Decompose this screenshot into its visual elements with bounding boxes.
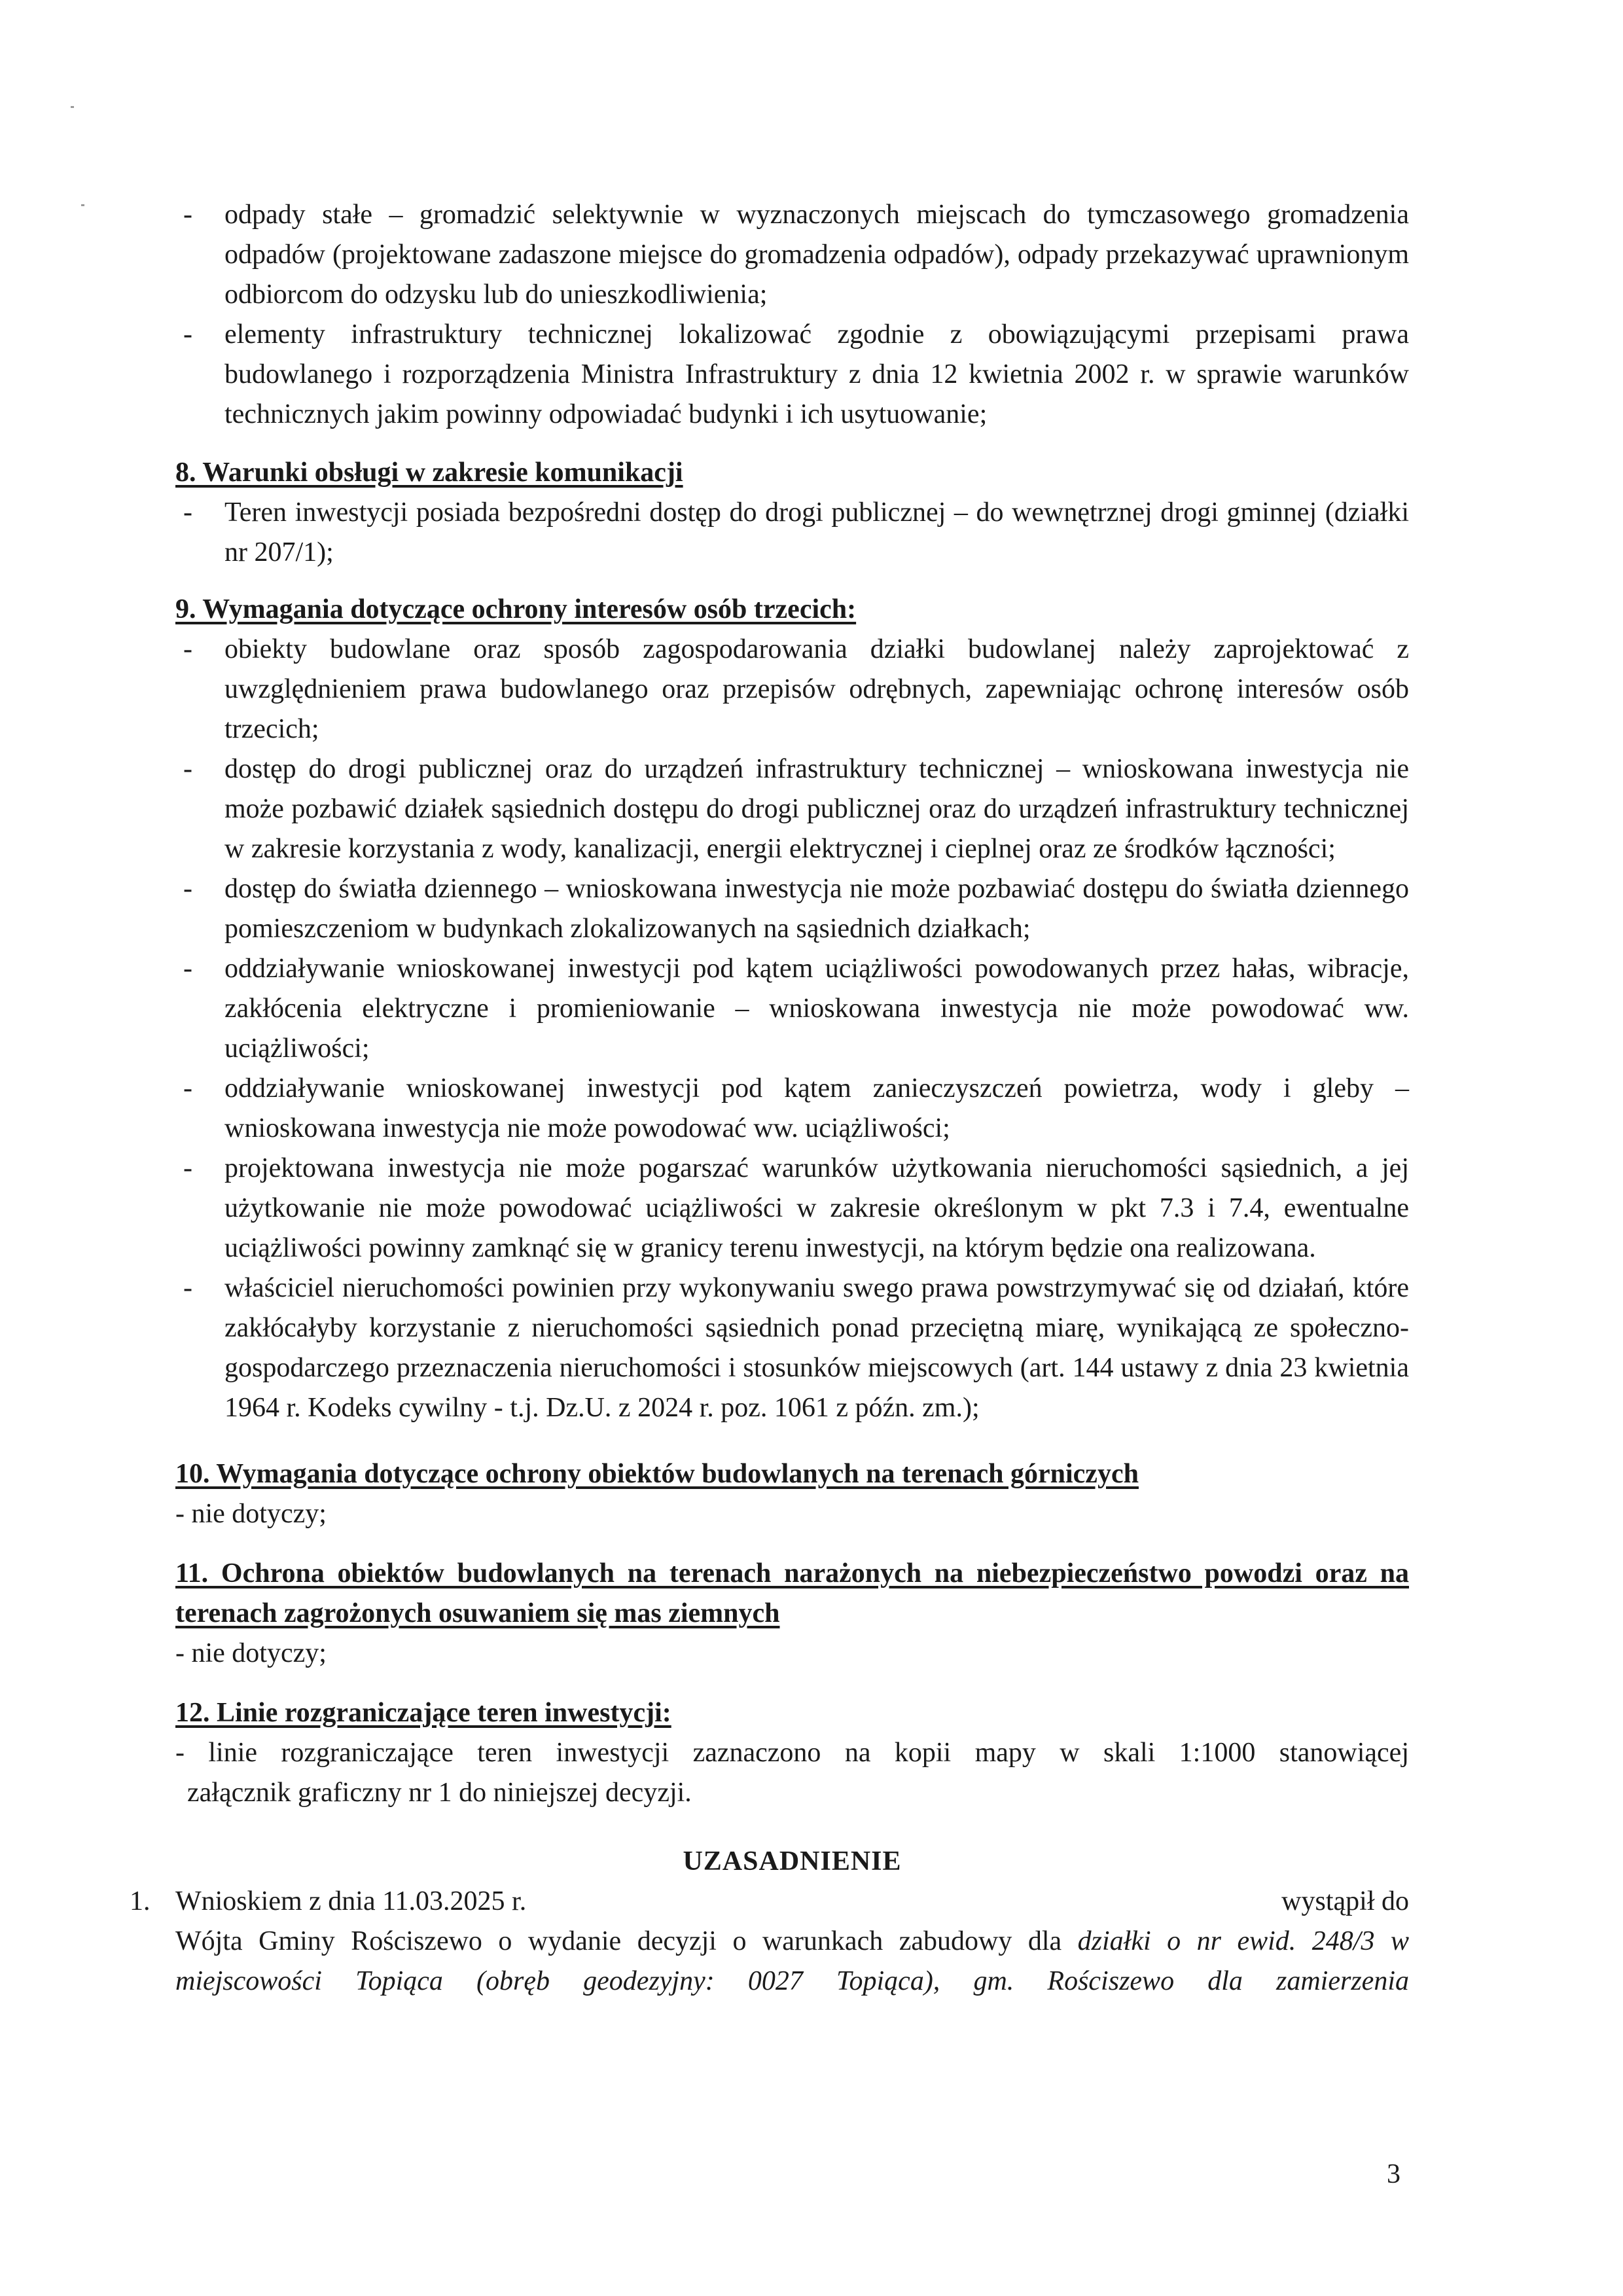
list-item-text: oddziaływanie wnioskowanej inwestycji pod kątem zanieczyszczeń powietrza, wody i gleby – wnioskowana inwestycja nie może powodować ww. uciążliwości; <box>224 1073 1409 1143</box>
list-item <box>175 1268 1409 1428</box>
list-item-text: dostęp do drogi publicznej oraz do urządzeń infrastruktury technicznej – wnioskowana inwestycja nie może pozbawić działek sąsiednich dostępu do drogi publicznej oraz do urządzeń infrastruktury technicznej w zakresie korzystania z wody, kanalizacji, energii elektrycznej i cieplnej oraz ze środków łączności; <box>224 754 1409 864</box>
section-heading-9: 9. Wymagania dotyczące ochrony interesów osób trzecich: <box>175 594 857 624</box>
justification-line-2 <box>175 1922 1409 1962</box>
justification-line-1-right: wystąpił do <box>1281 1886 1409 1916</box>
bullet-dash: - <box>183 954 192 984</box>
scan-artifact <box>81 204 84 206</box>
list-item <box>175 315 1409 435</box>
list-item-text: Teren inwestycji posiada bezpośredni dostęp do drogi publicznej – do wewnętrznej drogi gminnej (działki nr 207/1); <box>224 497 1409 567</box>
bullet-dash: - <box>183 874 192 904</box>
document-body <box>130 195 1409 2001</box>
section-heading-12: 12. Linie rozgraniczające teren inwestycji: <box>175 1698 671 1728</box>
justification-line-1 <box>175 1882 1409 1922</box>
section-10-text: - nie dotyczy; <box>175 1499 327 1529</box>
bullet-dash: - <box>183 1273 192 1303</box>
bullet-dash: - <box>183 754 192 784</box>
page-number: 3 <box>1387 2159 1400 2189</box>
justification-line-2-plain: Wójta Gminy Rościszewo o wydanie decyzji o warunkach zabudowy dla <box>175 1926 1078 1956</box>
bullet-dash: - <box>183 200 192 230</box>
bullet-dash: - <box>183 1073 192 1103</box>
list-item <box>175 949 1409 1069</box>
justification-title: UZASADNIENIE <box>683 1846 902 1876</box>
justification-line-3: miejscowości Topiąca (obręb geodezyjny: 0027 Topiąca), gm. Rościszewo dla zamierzenia <box>175 1966 1409 1996</box>
list-item <box>175 869 1409 949</box>
list-item <box>175 749 1409 869</box>
section-heading-8: 8. Warunki obsługi w zakresie komunikacji <box>175 457 683 488</box>
bullet-dash: - <box>183 497 192 528</box>
list-item <box>175 493 1409 573</box>
paragraph-number: 1. <box>130 1886 151 1916</box>
scan-artifact <box>71 106 74 108</box>
justification-line-1-left: Wnioskiem z dnia 11.03.2025 r. <box>175 1886 527 1916</box>
list-item <box>175 1149 1409 1268</box>
section-heading-11: 11. Ochrona obiektów budowlanych na terenach narażonych na niebezpieczeństwo powodzi oraz na terenach zagrożonych osuwaniem się mas ziemnych <box>175 1558 1409 1628</box>
list-item-text: projektowana inwestycja nie może pogarszać warunków użytkowania nieruchomości sąsiednich, a jej użytkowanie nie może powodować uciążliwości w zakresie określonym w pkt 7.3 i 7.4, ewentualne uciążliwości powinny zamknąć się w granicy terenu inwestycji, na którym będzie ona realizowana. <box>224 1153 1409 1263</box>
list-item-text: odpady stałe – gromadzić selektywnie w wyznaczonych miejscach do tymczasowego gromadzenia odpadów (projektowane zadaszone miejsce do gromadzenia odpadów), odpady przekazywać uprawnionym odbiorcom do odzysku lub do unieszkodliwienia; <box>224 200 1409 310</box>
justification-line-2-italic: działki o nr ewid. 248/3 w <box>1077 1926 1409 1956</box>
list-item <box>175 630 1409 749</box>
bullet-dash: - <box>183 319 192 350</box>
section-11-text: - nie dotyczy; <box>175 1638 327 1668</box>
list-item-text: obiekty budowlane oraz sposób zagospodarowania działki budowlanej należy zaprojektować z uwzględnieniem prawa budowlanego oraz przepisów odrębnych, zapewniając ochronę interesów osób trzecich; <box>224 634 1409 744</box>
justification-paragraph <box>130 1882 1409 2001</box>
list-item-text: właściciel nieruchomości powinien przy wykonywaniu swego prawa powstrzymywać się od działań, które zakłócałyby korzystanie z nieruchomości sąsiednich ponad przeciętną miarę, wynikającą ze społeczno-gospodarczego przeznaczenia nieruchomości i stosunków miejscowych (art. 144 ustawy z dnia 23 kwietnia 1964 r. Kodeks cywilny - t.j. Dz.U. z 2024 r. poz. 1061 z późn. zm.); <box>224 1273 1409 1423</box>
list-item-text: elementy infrastruktury technicznej lokalizować zgodnie z obowiązującymi przepisami prawa budowlanego i rozporządzenia Ministra Infrastruktury z dnia 12 kwietnia 2002 r. w sprawie warunków technicznych jakim powinny odpowiadać budynki i ich usytuowanie; <box>224 319 1409 429</box>
list-item-text: dostęp do światła dziennego – wnioskowana inwestycja nie może pozbawiać dostępu do światła dziennego pomieszczeniom w budynkach zlokalizowanych na sąsiednich działkach; <box>224 874 1409 944</box>
bullet-dash: - <box>183 634 192 664</box>
list-item <box>175 195 1409 315</box>
list-item <box>175 1069 1409 1149</box>
bullet-dash: - <box>183 1153 192 1183</box>
section-12-text-line1: - linie rozgraniczające teren inwestycji zaznaczono na kopii mapy w skali 1:1000 stanowiącej <box>175 1738 1409 1768</box>
section-heading-10: 10. Wymagania dotyczące ochrony obiektów budowlanych na terenach górniczych <box>175 1459 1139 1489</box>
list-item-text: oddziaływanie wnioskowanej inwestycji pod kątem uciążliwości powodowanych przez hałas, wibracje, zakłócenia elektryczne i promieniowanie – wnioskowana inwestycja nie może powodować ww. uciążliwości; <box>224 954 1409 1064</box>
section-12-text-line2: załącznik graficzny nr 1 do niniejszej decyzji. <box>187 1778 692 1808</box>
